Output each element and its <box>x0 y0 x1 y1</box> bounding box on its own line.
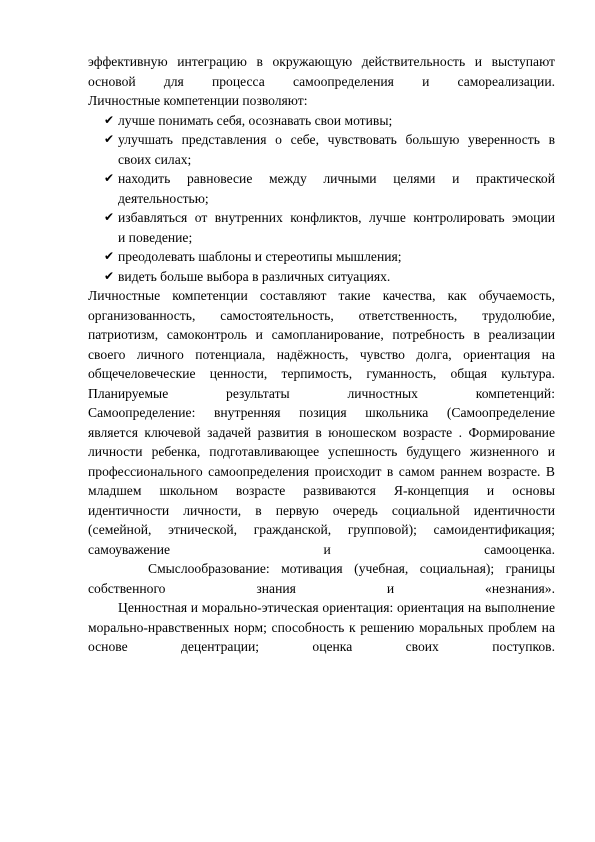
text-line: личности ребенка, подготавливающее успешность будущего жизненного и <box>88 444 555 459</box>
checkmark-icon: ✔ <box>104 112 115 127</box>
list-item-text: избавляться от внутренних конфликтов, лучше контролировать эмоции <box>118 210 555 225</box>
list-item-text: находить равновесие между личными целями и практической <box>118 171 555 186</box>
list-item-continuation <box>88 150 555 170</box>
checkmark-icon: ✔ <box>104 210 115 224</box>
text-line: самоуважение и самооценка. <box>88 541 555 557</box>
list-item <box>88 267 555 287</box>
list-item-text: улучшать представления о себе, чувствовать большую уверенность в <box>118 132 555 147</box>
text-line: общечеловеческие ценности, терпимость, гуманность, общая культура. <box>88 366 555 381</box>
checkmark-icon: ✔ <box>104 268 115 283</box>
list-item <box>88 169 555 189</box>
list-item-text: видеть больше выбора в различных ситуациях. <box>118 268 391 284</box>
list-item-text: лучше понимать себя, осознавать свои мотивы; <box>118 112 393 128</box>
text-line: своего личного потенциала, надёжность, чувство долга, ориентация на <box>88 346 555 362</box>
text-line: Планируемые результаты личностных компетенций: <box>88 385 555 401</box>
checkmark-icon: ✔ <box>104 171 115 185</box>
list-item <box>88 208 555 228</box>
text-line: является ключевой задачей развития в юношеском возрасте . Формирование <box>88 424 555 440</box>
checkmark-icon: ✔ <box>104 249 115 263</box>
text-line: младшем школьном возрасте развиваются Я-концепция и основы <box>88 483 555 498</box>
text-line: организованность, самостоятельность, ответственность, трудолюбие, <box>88 307 555 323</box>
checkmark-icon: ✔ <box>104 132 115 146</box>
list-item <box>88 111 555 131</box>
text-line: Личностные компетенции составляют такие качества, как обучаемость, <box>88 288 555 303</box>
text-line: эффективную интеграцию в окружающую действительность и выступают <box>88 54 555 69</box>
text-line: Личностные компетенции позволяют: <box>88 93 308 108</box>
text-line: Ценностная и морально-этическая ориентация: ориентация на выполнение <box>118 600 555 615</box>
list-item <box>88 130 555 150</box>
text-line: профессионального самоопределения происходит в самом раннем возрасте. В <box>88 463 555 479</box>
text-line: идентичности личности, в первую очередь социальной идентичности <box>88 502 555 518</box>
list-item-text: преодолевать шаблоны и стереотипы мышления; <box>118 249 402 264</box>
list-item-text: деятельностью; <box>118 190 209 206</box>
text-line: (семейной, этнической, гражданской, групповой); самоидентификация; <box>88 522 555 537</box>
text-line: Смыслообразование: мотивация (учебная, социальная); границы <box>148 561 555 576</box>
text-line: морально-нравственных норм; способность к решению моральных проблем на <box>88 619 555 635</box>
text-line: основой для процесса самоопределения и самореализации. <box>88 73 555 89</box>
text-line: патриотизм, самоконтроль и самопланирование, потребность в реализации <box>88 327 555 342</box>
list-item-continuation <box>88 189 555 209</box>
list-item-text: своих силах; <box>118 151 192 167</box>
text-line: основе децентрации; оценка своих поступков. <box>88 639 555 654</box>
list-item-continuation <box>88 228 555 248</box>
document-page <box>88 52 555 657</box>
list-item-text: и поведение; <box>118 229 193 245</box>
text-line: собственного знания и «незнания». <box>88 580 555 596</box>
text-line: Самоопределение: внутренняя позиция школьника (Самоопределение <box>88 405 555 420</box>
list-item <box>88 247 555 267</box>
